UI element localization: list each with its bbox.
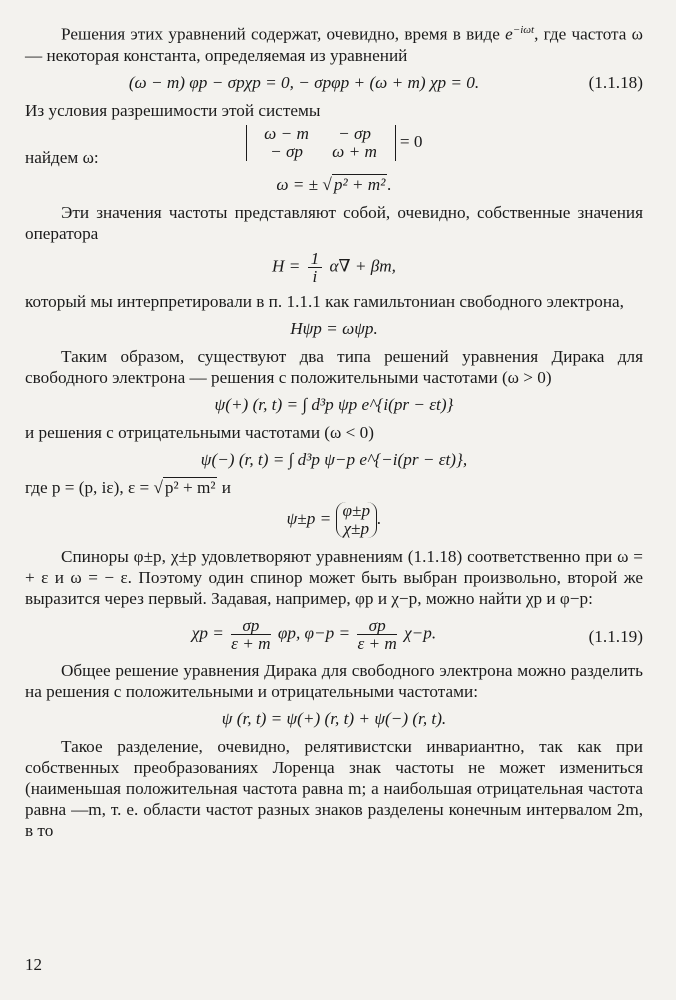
determinant-equation: ω − m − σp − σp ω + m = 0 <box>25 125 643 161</box>
paragraph-1: Решения этих уравнений содержат, очевидно, время в виде $e^{-i\omega t}$, где частота ω — некоторая константа, определяемая из уравнений <box>25 24 643 65</box>
equation-1-1-19: χp = $\frac{\sigma p}{\varepsilon + m}$ φp, φ−p = $\frac{\sigma p}{\varepsilon + m}$ χ−p. (1.1.19) <box>191 615 643 653</box>
equation-number: (1.1.18) <box>588 72 643 92</box>
paragraph-6: Таким образом, существуют два типа решений уравнения Дирака для свободного электрона — решения с положительными частотами (ω > 0) <box>25 346 643 387</box>
omega-equation: ω = ± √ p² + m² . <box>276 174 392 194</box>
general-solution-equation: ψ (r, t) = ψ(+) (r, t) + ψ(−) (r, t). <box>221 708 447 728</box>
hamiltonian-equation: H = $\frac{1}{i}$ α∇ + βm, <box>272 248 396 286</box>
spinor-equation: ψ±p = φ±p χ±p . <box>286 500 382 538</box>
page-content <box>25 20 643 841</box>
paragraph-4: Эти значения частоты представляют собой, очевидно, собственные значения оператора <box>25 202 643 243</box>
paragraph-2: Из условия разрешимости этой системы <box>25 100 321 120</box>
psi-minus-equation: ψ(−) (r, t) = ∫ d³p ψ−p e^{−i(pr − εt)}, <box>200 449 468 469</box>
paragraph-8: где p = (p, iε), ε = √ p² + m² и <box>25 477 231 497</box>
spinor-column: φ±p χ±p <box>336 502 378 538</box>
determinant-matrix: ω − m − σp − σp ω + m <box>246 125 396 161</box>
equation-1-1-18: (ω − m) φp − σpχp = 0, − σpφp + (ω + m) χp = 0. (1.1.18) <box>128 72 643 92</box>
paragraph-11: Такое разделение, очевидно, релятивистски инвариантно, так как при собственных преобразованиях Лоренца знак частоты не может измениться (наименьшая положительная частота равна m; а наибольшая отрицательная частота равна —m, т. е. области частот разных знаков разделены конечным интервалом 2m, в то <box>25 736 643 840</box>
paragraph-10: Общее решение уравнения Дирака для свободного электрона можно разделить на решения с положительными и отрицательными частотами: <box>25 660 643 701</box>
paragraph-7: и решения с отрицательными частотами (ω < 0) <box>25 422 374 442</box>
paragraph-9: Спиноры φ±p, χ±p удовлетворяют уравнениям (1.1.18) соответственно при ω = + ε и ω = − ε. Поэтому один спинор может быть выбран произвольно, второй же выразится через первый. Задавая, например, φp и χ−p, можно найти χp и φ−p: <box>25 546 643 608</box>
psi-plus-equation: ψ(+) (r, t) = ∫ d³p ψp e^{i(pr − εt)} <box>214 394 454 414</box>
paragraph-3: найдем ω: <box>25 147 99 167</box>
equation-number: (1.1.19) <box>588 626 643 646</box>
paragraph-5: который мы интерпретировали в п. 1.1.1 как гамильтониан свободного электрона, <box>25 291 624 311</box>
h-psi-equation: Hψp = ωψp. <box>290 318 378 338</box>
page-number: 12 <box>25 955 42 974</box>
